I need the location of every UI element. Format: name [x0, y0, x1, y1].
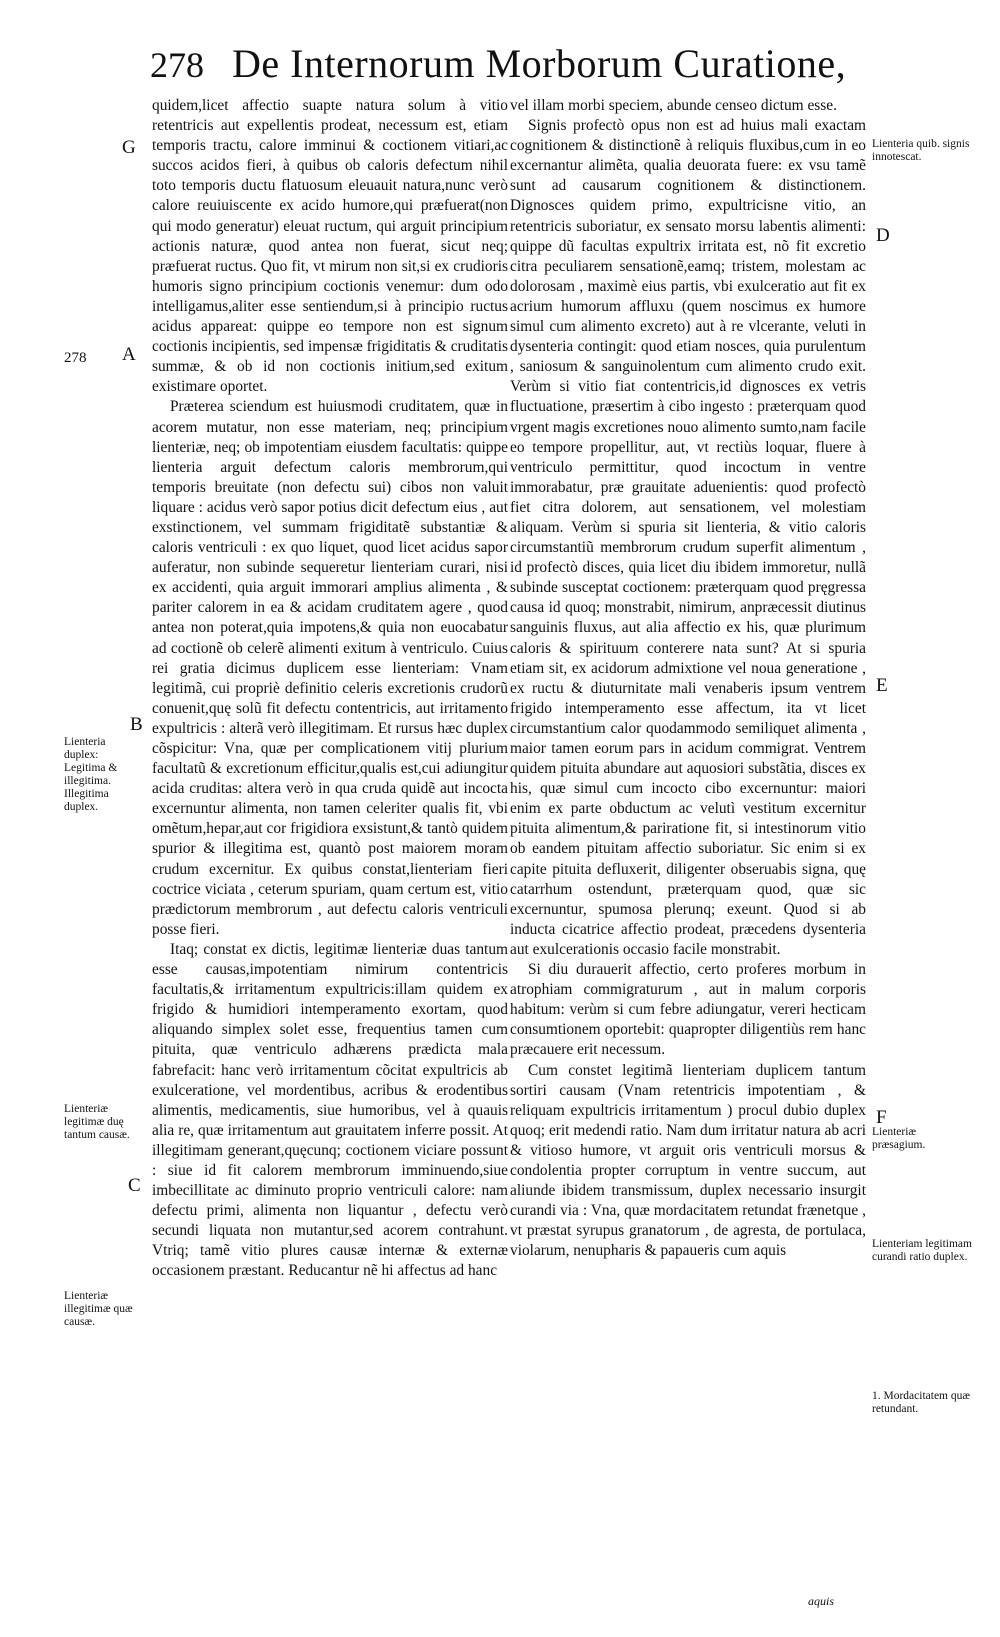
section-letter-f: F [876, 1107, 887, 1128]
margin-note-praesagium: Lienteriæ præsagium. [872, 1126, 926, 1151]
section-letter-b: B [130, 714, 143, 735]
margin-note-signa: Lienteria quib. signis innotescat. [872, 138, 970, 163]
margin-note-illegitimae-causae: Lienteriæ illegitimæ quæ causæ. [64, 1290, 133, 1328]
section-letter-a: A [122, 344, 136, 365]
margin-note-lienteria-duplex: Lienteria duplex: Legitima & illegitima. [64, 736, 118, 787]
section-letter-g: G [122, 137, 136, 158]
section-letter-e: E [876, 675, 888, 696]
catchword: aquis [808, 1594, 835, 1608]
margin-page-ref: 278 [64, 350, 87, 366]
right-paragraph-2: Signis profectò opus non est ad huius mali exactam cognitionem & distinctionẽ à reliquis fluxibus,cum in eo excernantur alimẽta, qualia deuorata fuere: ex vsu tamẽ sunt ad causarum cognitionem & distinctionem. Dignosces quidem primo, expultricisne vitio, an retentricis suboriatur, ex sensato morsu labentis alimenti: quippe dũ facultas expultrix irritata est, nõ fit excretio citra peculiarem sensationẽ,eamq; tristem, molestam ac dolorosam , maximè eius partis, vbi exulceratio aut fit ex acrium humorum affluxu (quem noscimus ex humore simul cum alimento excreto) aut à re vlcerante, veluti in dysenteria contingit: quod etiam nosces, quia purulentum , saniosum & sanguinolentum cum alimento crudo exit. Verùm si vitio fiat contentricis,id dignosces ex vetris fluctuatione, præsertim à cibo ingesto : præterquam quod vrgent magis excretiones nouo alimento sumto,nam facile eo tempore propellitur, aut, vt rectiùs loquar, fluere à ventriculo permittitur, quod incoctum in ventre immorabatur, præ grauitate aduenientis: quod profectò fiet citra dolorem, aut sensationem, vel molestiam aliquam. Verùm si spuria sit lienteria, & vitio caloris circumstantiũ membrorum crudum superfit alimentum , id profectò disces, quia licet diu ibidem immoretur, nullã subinde susceptat coctionem: præterquam quod pręgressa causa id quoq; monstrabit, nimirum, anpræcessit diutinus sanguinis fluxus, aut alia affectio ex his, quæ plurimum caloris & spirituum conterere nata sunt? At si spuria etiam sit, ex acidorum admixtione vel noua generatione , ex ructu & diuturnitate mali venaberis ipsum ventrem frigido intemperamento esse affectum, ita vt licet circumstantium calor quodammodo semiliquet alimenta , maior tamen eorum pars in acidum commigrat. Ventrem quidem pituita abundare aut aquosiori substãtia, disces ex his, quæ simul cum incocto cibo excernuntur: maiori enim ex parte obductum ac velutì vestitum excernitur pituita alimentum,& pariratione fit, si intestinorum vitio ob eandem pituitam affectio suboriatur. Sic enim si ex capite pituita defluxerit, diligenter obseruabis signa, quę catarrhum ostendunt, præterquam quod, quæ sic excernuntur, spumosa plerunq; exeunt. Quod si ab inducta cicatrice affectio prodeat, præcedens dysenteria aut exulcerationis occasio facile monstrabit. [510, 117, 866, 958]
left-text-column [152, 96, 508, 1282]
right-paragraph-4: Cum constet legitimã lienteriam duplicem tantum sortiri causam (Vnam retentricis impotentiam , & reliquam expultricis irritamentum ) procul dubio duplex quoq; erit medendi ratio. Nam dum irritatur natura ab acri & vitioso humore, vt arguit oris ventriculi morsus & condolentia propter corruptum in ventre succum, aut aliunde ibidem transmissum, duplex necessario insurgit curandi via : Vna, quæ mordacitatem retundat frænetque , vt præstat syrupus granatorum , de agresta, de portulaca, violarum, nenupharis & papaueris cum aquis [510, 1061, 866, 1260]
margin-note-legitimae-causae: Lienteriæ legitimæ duę tantum causæ. [64, 1103, 130, 1141]
left-paragraph-2: Præterea sciendum est huiusmodi cruditatem, quæ in acorem mutatur, non esse materiam, neq; principium lienteriæ, neq; ob impotentiam eiusdem facultatis: quippe lienteria arguit defectum caloris membrorum,qui temporis breuitate (non defectu sui) cibos non valuit liquare : acidus verò sapor potius dicit defectum eius , aut exstinctionem, vel summam frigiditatẽ substantiæ & caloris ventriculi : ex quo liquet, quod licet acidus sapor auferatur, non subinde sequeretur lienteriam curari, nisi ex accidenti, quia arguit immorari amplius alimenta , & pariter calorem in ea & acidam cruditatem agere , quod antea non poterat,quia impotens,& quia non euocabatur ad coctionẽ ob celerẽ alimenti exitum à ventriculo. Cuius rei gratia dicimus duplicem esse lienteriam: Vnam legitimã, cui propriè definitio celeris excretionis crudorũ conuenit,quę solũ fit defectu contentricis, aut irritamento expultricis : alterã verò illegitimam. Et rursus hæc duplex cõspicitur: Vna, quæ per complicationem vitij plurium facultatũ & excretionum efficitur,qualis est,cui adiungitur acida cruditas: altera verò in qua cruda quidẽ aut incocta excernuntur alimenta, non tamen celeriter qualis fit, vbi omẽtum,hepar,aut cor frigidiora exsistunt,& tantò quidem spurior & illegitima est, quantò post maiorem moram crudum excernitur. Ex quibus constat,lienteriam fieri coctrice viciata , ceterum spuriam, quam certum est, vitio prædictorum membrorum , aut defectu caloris ventriculi posse fieri. [152, 398, 508, 938]
right-paragraph-3: Si diu durauerit affectio, certo proferes morbum in atrophiam commigraturum , aut in malum corporis habitum: verùm si cum febre adiungatur, vereri hecticam consumtionem oportebit: quapropter diligentiùs rem hanc præcauere erit necessum. [510, 961, 866, 1059]
page-header [150, 40, 870, 96]
margin-note-curandi-ratio: Lienteriam legitimam curandi ratio duplex. [872, 1238, 972, 1263]
page-number: 278 [150, 45, 204, 85]
left-paragraph-1: quidem,licet affectio suapte natura solum à vitio retentricis aut expellentis prodeat, necessum est, etiam temporis tractu, calore imminui & coctionem vitiari,ac succos acidos fieri, à quibus ob caloris defectum nihil toto temporis ductu flatuosum eleuauit natura,nunc verò calore reuiuiscente ex acido humore,qui præfuerat(non qui modo generatur) eleuat ructum, qui arguit principium actionis naturæ, quod antea non fuerat, sicut neq; præfuerat ructus. Quo fit, vt mirum non sit,si ex crudioris humoris signo principium coctionis venemur: dum odo intelligamus,aliter esse sentiendum,si à principio ructus acidus appareat: quippe eo tempore non est signum coctionis incipientis, sed impensæ frigiditatis & cruditatis summæ, & ob id non coctionis initium,sed exitum existimare oportet. [152, 97, 508, 396]
section-letter-c: C [128, 1175, 141, 1196]
section-letter-d: D [876, 225, 890, 246]
right-paragraph-1: vel illam morbi speciem, abunde censeo dictum esse. [510, 97, 837, 114]
margin-note-mordacitatem: 1. Mordacitatem quæ retundant. [872, 1390, 971, 1415]
left-paragraph-3: Itaq; constat ex dictis, legitimæ lienteriæ duas tantum esse causas,impotentiam nimirum contentricis facultatis,& irritamentum expultricis:illam quidem ex frigido & humidiori intemperamento exortam, quod aliquando simplex solet esse, frequentius tamen cum pituita, quæ ventriculo adhærens prædicta mala fabrefacit: hanc verò irritamentum cõcitat expultricis ab exulceratione, vel mordentibus, acribus & erodentibus alimentis, medicamentis, siue humoribus, vel à quauis alia re, quæ irritamentum aut grauitatem inferre possit. At illegitimam generant,quęcunq; coctionem viciare possunt : siue id fit calorem membrorum imminuendo,siue imbecillitate ac diminuto proprio ventriculi calore: nam defectu primi, alimenta non liquantur , defectu verò secundi liquata non mutantur,sed acorem contrahunt. Vtriq; tamẽ vitio plures causæ internæ & externæ occasionem præstant. Reducantur nẽ hi affectus ad hanc [152, 940, 508, 1280]
running-title: De Internorum Morborum Curatione, [232, 41, 847, 86]
margin-note-illegitima-duplex: Illegitima duplex. [64, 788, 109, 813]
right-text-column [510, 96, 866, 1261]
